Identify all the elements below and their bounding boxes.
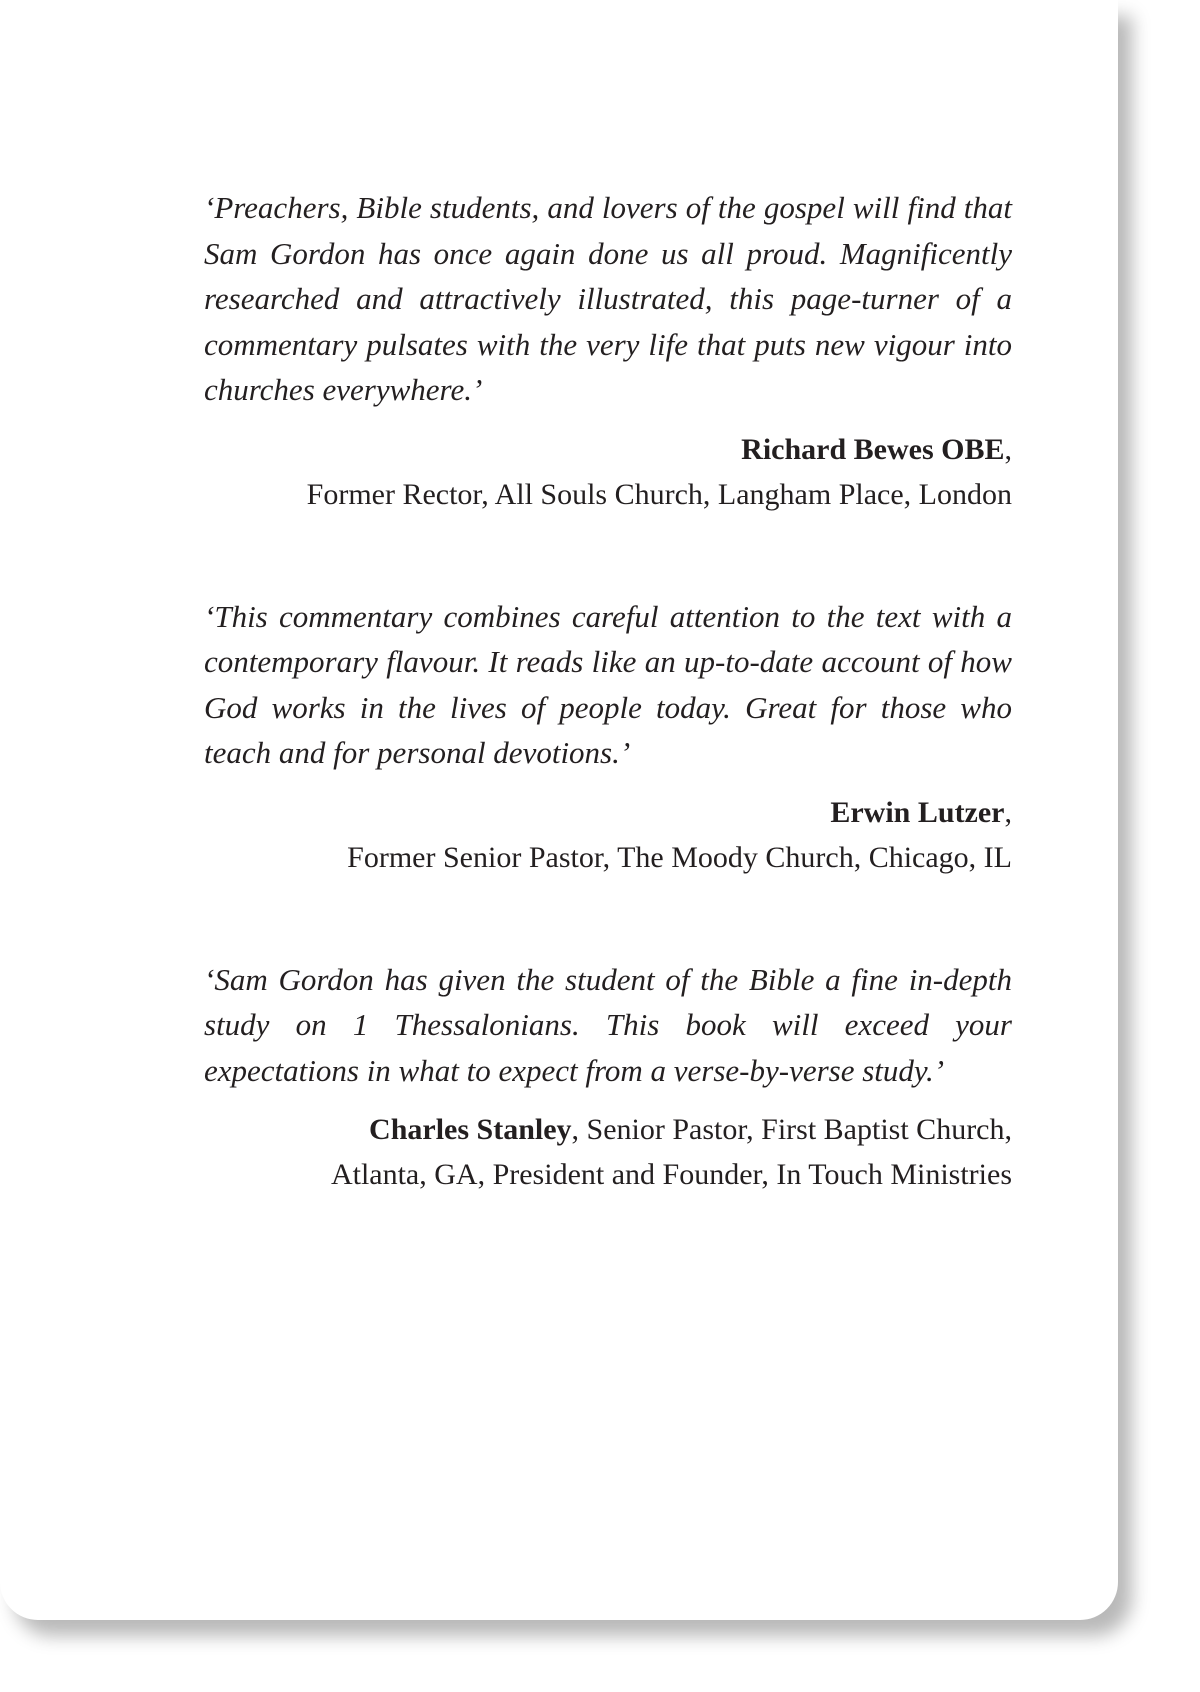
author-title: Former Senior Pastor, The Moody Church, Chicago, IL <box>347 840 1012 874</box>
author-name-suffix: , Senior Pastor, First Baptist Church, <box>571 1113 1012 1146</box>
author-name: Erwin Lutzer <box>830 795 1005 829</box>
endorsement-author <box>204 427 1012 472</box>
endorsements <box>204 185 1012 1197</box>
author-name: Charles Stanley <box>369 1113 572 1146</box>
endorsement-author <box>204 1107 1012 1152</box>
endorsement-3 <box>204 957 1012 1198</box>
author-title: Former Rector, All Souls Church, Langham Place, London <box>306 477 1012 511</box>
endorsement-1 <box>204 185 1012 517</box>
author-title: Atlanta, GA, President and Founder, In Touch Ministries <box>330 1158 1012 1191</box>
endorsement-quote: ‘Preachers, Bible students, and lovers of the gospel will find that Sam Gordon has once again done us all proud. Magnificently researched and attractively illustrated, this page-turner of a commentary pulsates with the very life that puts new vigour into churches everywhere.’ <box>204 190 1012 407</box>
endorsement-quote: ‘This commentary combines careful attention to the text with a contemporary flavour. It reads like an up-to-date account of how God works in the lives of people today. Great for those who teach and for personal devotions.’ <box>204 598 1012 770</box>
author-name-suffix: , <box>1004 795 1012 829</box>
endorsement-author <box>204 790 1012 835</box>
endorsement-2 <box>204 594 1012 880</box>
author-name-suffix: , <box>1004 432 1012 466</box>
author-name: Richard Bewes OBE <box>741 432 1005 466</box>
endorsement-quote: ‘Sam Gordon has given the student of the Bible a fine in-depth study on 1 Thessalonians. This book will exceed your expectations in what to expect from a verse-by-verse study.’ <box>204 961 1012 1088</box>
